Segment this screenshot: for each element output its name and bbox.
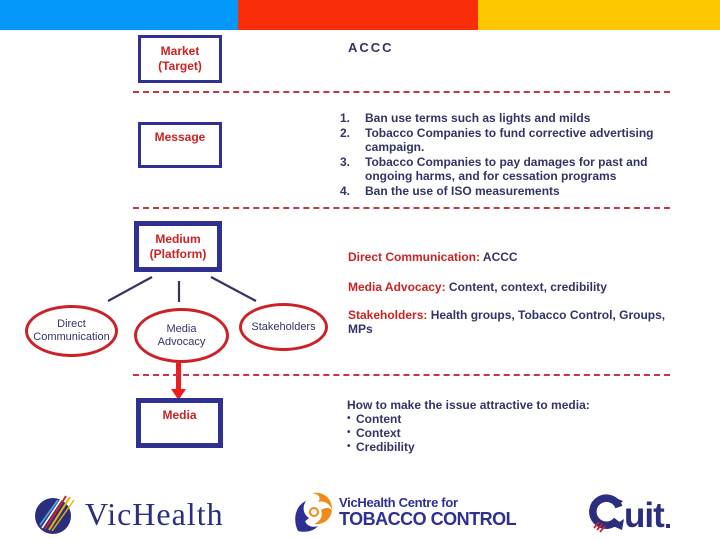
howto-bullet: [347, 426, 677, 440]
bullet-text: Content: [356, 412, 402, 426]
media-label: Media: [162, 408, 197, 422]
centre-logo-line2: TOBACCO CONTROL: [339, 509, 517, 529]
bullet-text: Context: [356, 426, 401, 440]
annotation-value: Health groups, Tobacco Control, Groups, MPs: [348, 308, 666, 336]
message-label: Message: [154, 130, 206, 144]
media-advocacy-oval: [134, 308, 229, 363]
list-item-number: 3.: [340, 154, 351, 169]
oval-label-line1: Stakeholders: [251, 320, 316, 333]
annotation-label: Direct Communication:: [348, 250, 481, 264]
howto-bullet: [347, 440, 677, 454]
topbar-blue-segment: [0, 0, 238, 30]
list-item-text: Ban the use of ISO measurements: [365, 183, 560, 198]
vichealth-wordmark: VicHealth: [85, 495, 224, 532]
registered-mark-dot: [666, 524, 670, 528]
medium-label-line1: Medium: [155, 231, 201, 246]
topbar-yellow-segment: [478, 0, 720, 30]
list-item-number: 2.: [340, 125, 351, 140]
list-item-number: 4.: [340, 183, 351, 198]
accc-heading: ACCC: [348, 40, 394, 55]
media-box: [136, 398, 223, 448]
direct-communication-oval: [25, 305, 118, 357]
quit-logo: [586, 492, 670, 534]
medium-label-line2: (Platform): [149, 246, 207, 261]
annotation-direct-communication: [348, 250, 678, 264]
pinwheel-icon: [294, 491, 334, 533]
annotation-label: Media Advocacy:: [348, 280, 446, 294]
bullet-icon: •: [347, 413, 351, 424]
list-item: [340, 111, 672, 126]
quit-wordmark: uit: [624, 496, 664, 535]
list-item-text: Tobacco Companies to pay damages for past and ongoing harms, and for cessation programs: [365, 154, 648, 183]
market-label-line2: (Target): [158, 59, 202, 73]
dashed-separator-2: [133, 207, 670, 209]
quit-q-icon: [586, 492, 628, 534]
vichealth-globe-icon: [32, 492, 78, 536]
list-item: [340, 155, 672, 184]
red-down-arrow: [171, 363, 186, 400]
list-item-text: Ban use terms such as lights and milds: [365, 111, 591, 125]
annotation-value: Content, context, credibility: [445, 280, 607, 294]
tobacco-control-centre-logo: [294, 491, 516, 533]
bullet-text: Credibility: [356, 440, 415, 454]
market-label-line1: Market: [160, 44, 200, 58]
oval-label-line1: Media: [166, 322, 197, 335]
annotation-label: Stakeholders:: [348, 308, 428, 322]
list-item-number: 1.: [340, 111, 351, 125]
stakeholders-oval: [239, 303, 328, 351]
dashed-separator-3: [133, 374, 670, 376]
message-points-list: [340, 111, 672, 198]
annotation-value: ACCC: [480, 250, 518, 264]
medium-platform-box: [134, 221, 222, 272]
market-target-box: [138, 35, 222, 83]
howto-bullet: [347, 412, 677, 426]
list-item-text: Tobacco Companies to fund corrective advertising campaign.: [365, 125, 654, 154]
bullet-icon: •: [347, 427, 351, 438]
howto-title: How to make the issue attractive to media:: [347, 398, 590, 412]
oval-label-line2: Advocacy: [157, 335, 206, 348]
oval-label-line2: Communication: [33, 331, 110, 343]
annotation-stakeholders: [348, 308, 678, 336]
centre-logo-line1: VicHealth Centre for: [339, 495, 458, 510]
annotation-media-advocacy: [348, 280, 678, 294]
dashed-separator-1: [133, 91, 670, 93]
oval-label-line1: Direct: [57, 318, 86, 330]
list-item: [340, 126, 672, 155]
list-item: [340, 184, 672, 199]
media-howto-block: [347, 398, 677, 454]
topbar-red-segment: [238, 0, 478, 30]
vichealth-logo: [32, 492, 224, 536]
bullet-icon: •: [347, 441, 351, 452]
message-box: [138, 122, 222, 168]
